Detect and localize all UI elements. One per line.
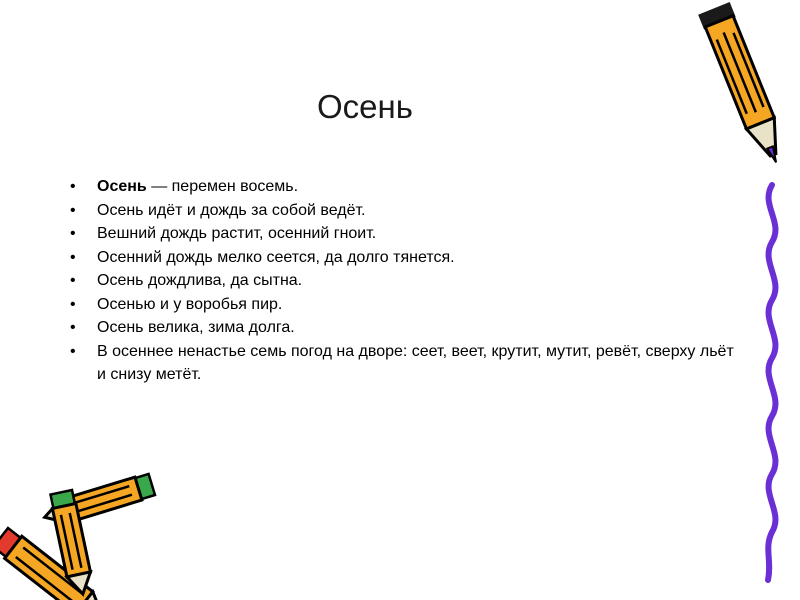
bullet-icon: • xyxy=(70,248,76,266)
list-item: • Осень дождлива, да сытна. xyxy=(70,269,740,293)
list-item: • Осень идёт и дождь за собой ведёт. xyxy=(70,199,740,223)
list-item: • Осенний дождь мелко сеется, да долго тянется. xyxy=(70,246,740,270)
bullet-icon: • xyxy=(70,201,76,219)
proverbs-list xyxy=(70,175,740,387)
bullet-icon: • xyxy=(70,295,76,313)
bullet-icon: • xyxy=(70,272,76,289)
bullet-icon: • xyxy=(70,225,76,242)
list-item: • Вешний дождь растит, осенний гноит. xyxy=(70,222,740,246)
list-item: • Осень велика, зима долга. xyxy=(70,316,740,340)
bullet-icon: • xyxy=(70,342,76,360)
slide-title: Осень xyxy=(317,88,413,125)
list-item: • Осень — перемен восемь. xyxy=(70,175,740,199)
bullet-icon: • xyxy=(70,178,76,195)
bullet-icon: • xyxy=(70,319,76,336)
list-item: • В осеннее ненастье семь погод на дворе: сеет, веет, крутит, мутит, ревёт, сверху льёт и снизу метёт. xyxy=(70,340,740,387)
list-item: • Осенью и у воробья пир. xyxy=(70,293,740,317)
